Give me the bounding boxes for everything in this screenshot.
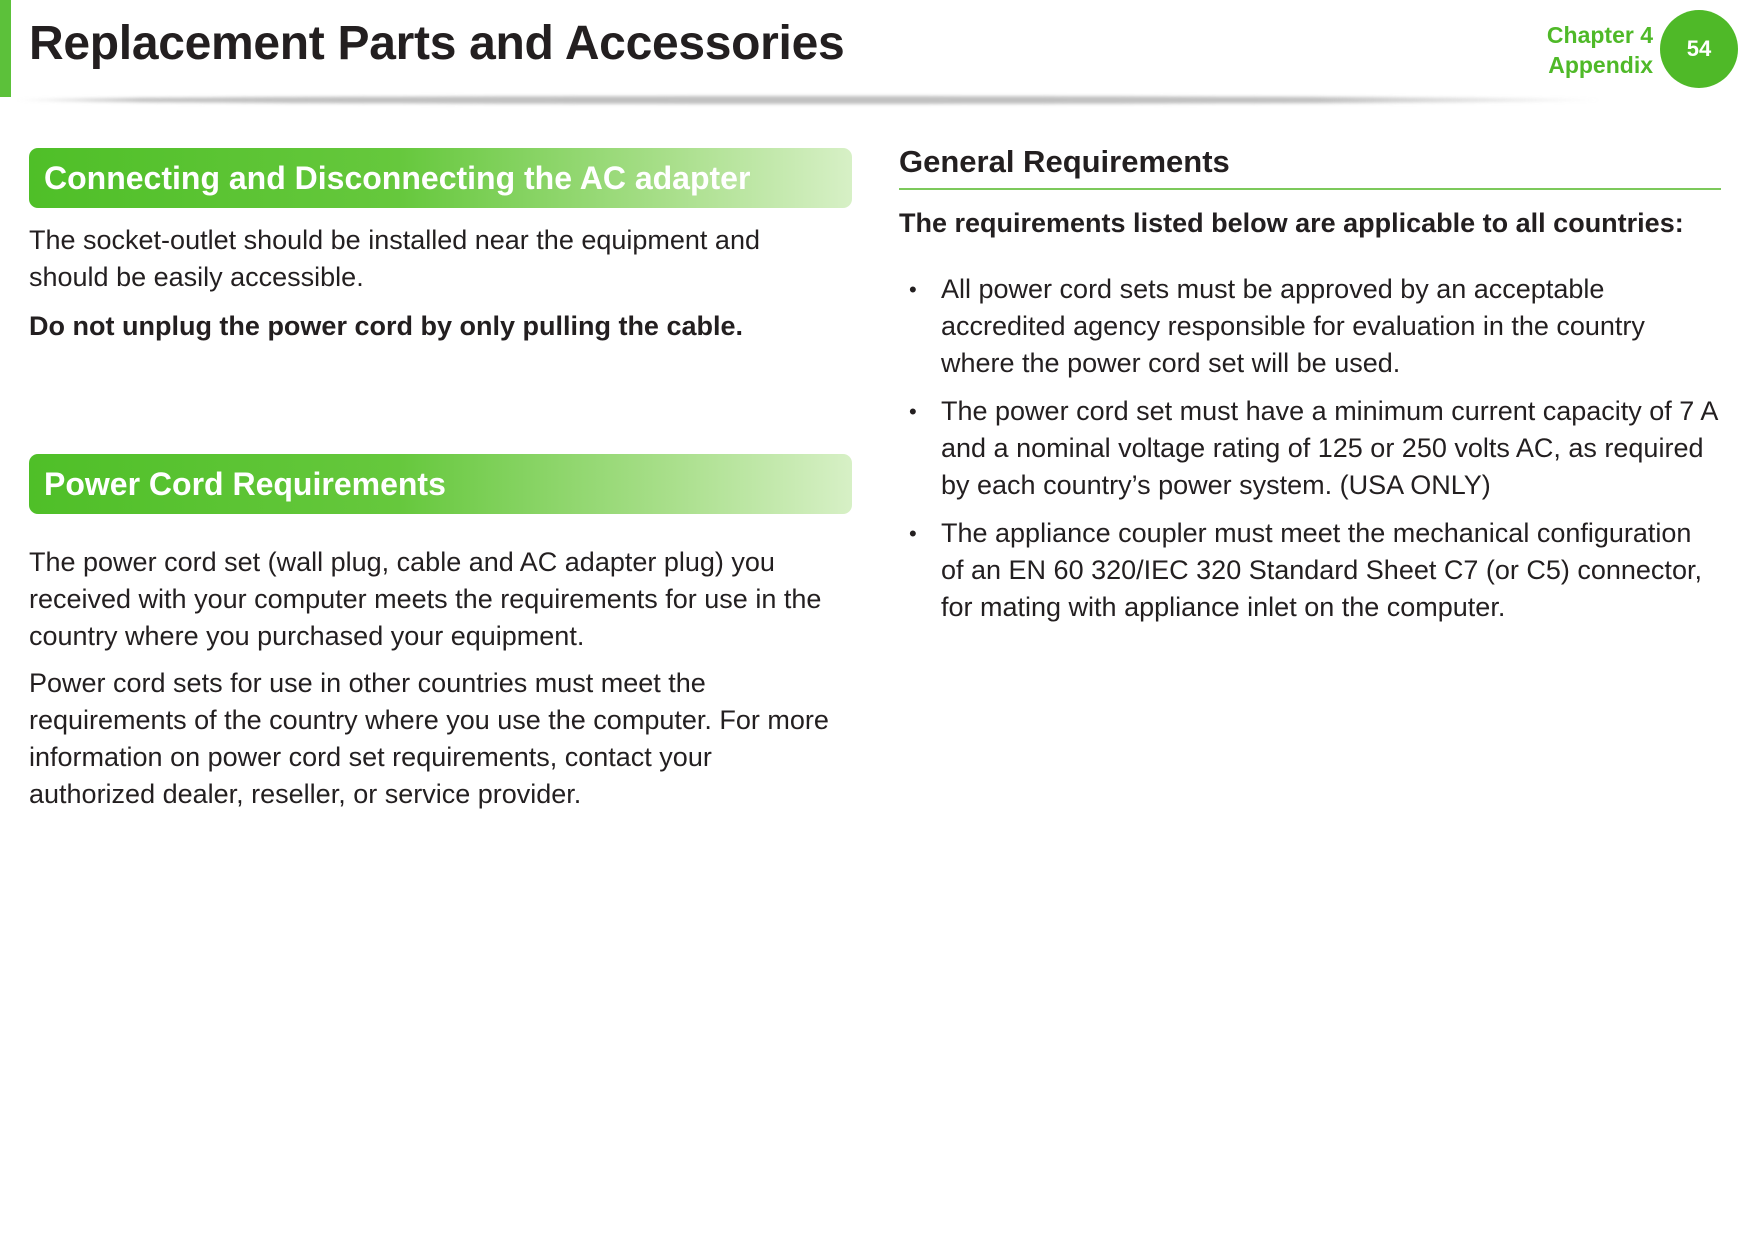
- chapter-number: Chapter 4: [1546, 22, 1653, 48]
- header-accent-bar: [0, 0, 11, 97]
- ac-adapter-paragraph: The socket-outlet should be installed near the equipment and should be easily accessible.: [29, 225, 760, 292]
- requirements-list: [899, 271, 1721, 637]
- ac-adapter-warning: Do not unplug the power cord by only pulling the cable.: [29, 311, 743, 341]
- list-item-text: All power cord sets must be approved by an acceptable accredited agency responsible for evaluation in the country where the power cord set will be used.: [941, 274, 1645, 378]
- section-heading-power-cord: Power Cord Requirements: [29, 454, 852, 514]
- page-number-badge: 54: [1660, 10, 1738, 88]
- bullet-icon: •: [909, 521, 917, 546]
- chapter-name: Appendix: [1548, 52, 1653, 78]
- header-divider: [14, 96, 1604, 104]
- section-heading-ac-adapter: Connecting and Disconnecting the AC adapter: [29, 148, 852, 208]
- bullet-icon: •: [909, 399, 917, 424]
- general-requirements-lead: The requirements listed below are applicable to all countries:: [899, 208, 1684, 238]
- general-requirements-rule: [899, 188, 1721, 190]
- chapter-label: [1547, 20, 1653, 80]
- list-item: [899, 271, 1721, 382]
- general-requirements-heading: General Requirements: [899, 144, 1230, 179]
- page-title: Replacement Parts and Accessories: [29, 17, 845, 70]
- list-item: [899, 515, 1721, 626]
- bullet-icon: •: [909, 277, 917, 302]
- power-cord-paragraph-2: Power cord sets for use in other countries must meet the requirements of the country where you use the computer. For more information on power cord set requirements, contact your authorized dealer, reseller, or service provider.: [29, 668, 829, 809]
- list-item-text: The appliance coupler must meet the mechanical configuration of an EN 60 320/IEC 320 Standard Sheet C7 (or C5) connector, for mating with appliance inlet on the computer.: [941, 518, 1702, 622]
- list-item-text: The power cord set must have a minimum current capacity of 7 A and a nominal voltage rating of 125 or 250 volts AC, as required by each country’s power system. (USA ONLY): [941, 396, 1717, 500]
- list-item: [899, 393, 1721, 504]
- power-cord-paragraph-1: The power cord set (wall plug, cable and AC adapter plug) you received with your computer meets the requirements for use in the country where you purchased your equipment.: [29, 547, 822, 651]
